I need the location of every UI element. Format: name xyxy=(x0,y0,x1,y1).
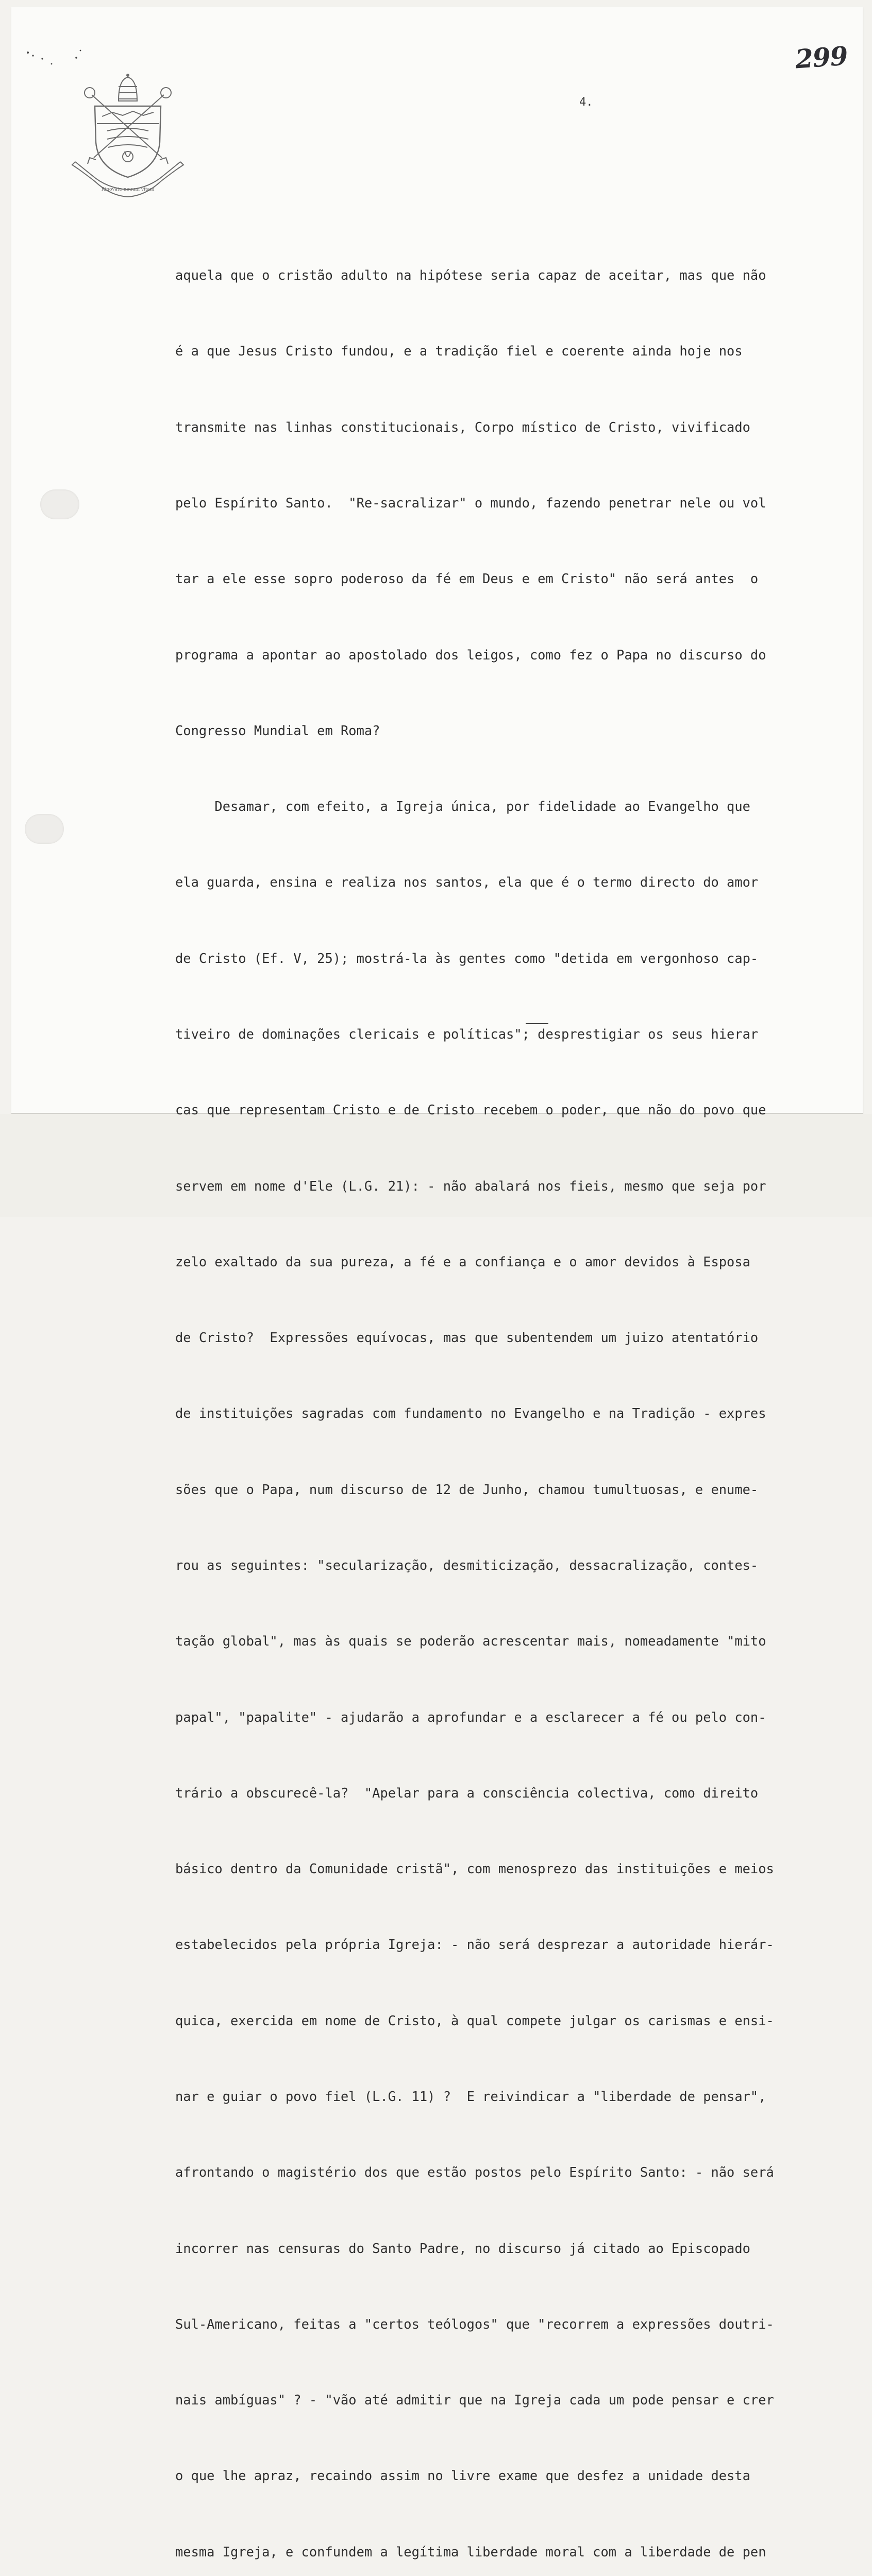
text-line: ela guarda, ensina e realiza nos santos, ela que é o termo directo do amor xyxy=(175,874,759,890)
text-line: sões que o Papa, num discurso de 12 de Junho, chamou tumultuosas, e enume- xyxy=(175,1481,759,1497)
text-line: Congresso Mundial em Roma? xyxy=(175,722,380,738)
text-line: de Cristo (Ef. V, 25); mostrá-la às gentes como "detida em vergonhoso cap- xyxy=(175,950,759,966)
text-line: nais ambíguas" ? - "vão até admitir que na Igreja cada um pode pensar e crer xyxy=(175,2392,774,2408)
text-line: o que lhe apraz, recaindo assim no livre exame que desfez a unidade desta xyxy=(175,2468,750,2484)
handwritten-folio-number: 299 xyxy=(794,40,849,75)
typed-body-text xyxy=(175,212,845,2576)
text-line: de instituições sagradas com fundamento no Evangelho e na Tradição - expres xyxy=(175,1405,766,1421)
typed-dash-mark xyxy=(526,1023,548,1024)
page-number: 4. xyxy=(579,96,593,109)
crest-motto: Rinovate nouum vitam xyxy=(101,187,155,192)
text-line: rou as seguintes: "secularização, desmiticização, dessacralização, contes- xyxy=(175,1557,759,1573)
text-line: papal", "papalite" - ajudarão a aprofundar e a esclarecer a fé ou pelo con- xyxy=(175,1709,766,1725)
text-line: tar a ele esse sopro poderoso da fé em Deus e em Cristo" não será antes o xyxy=(175,571,759,587)
text-line: pelo Espírito Santo. "Re-sacralizar" o mundo, fazendo penetrar nele ou vol xyxy=(175,495,766,511)
text-line: quica, exercida em nome de Cristo, à qual compete julgar os carismas e ensi- xyxy=(175,2012,774,2028)
text-line: tação global", mas às quais se poderão acrescentar mais, nomeadamente "mito xyxy=(175,1633,766,1649)
text-line: Desamar, com efeito, a Igreja única, por fidelidade ao Evangelho que xyxy=(175,799,750,815)
text-line: Sul-Americano, feitas a "certos teólogos" que "recorrem a expressões doutri- xyxy=(175,2316,774,2332)
text-line: trário a obscurecê-la? "Apelar para a consciência colectiva, como direito xyxy=(175,1785,759,1801)
text-line: transmite nas linhas constitucionais, Corpo místico de Cristo, vivificado xyxy=(175,419,750,435)
text-line: de Cristo? Expressões equívocas, mas que subentendem um juizo atentatório xyxy=(175,1330,759,1346)
papal-coat-of-arms-icon xyxy=(71,74,183,199)
text-line: cas que representam Cristo e de Cristo recebem o poder, que não do povo que xyxy=(175,1102,766,1118)
punch-hole xyxy=(25,814,64,844)
text-line: zelo exaltado da sua pureza, a fé e a confiança e o amor devidos à Esposa xyxy=(175,1253,750,1269)
text-line: afrontando o magistério dos que estão postos pelo Espírito Santo: - não será xyxy=(175,2164,774,2180)
text-line: incorrer nas censuras do Santo Padre, no discurso já citado ao Episcopado xyxy=(175,2240,750,2256)
text-line: nar e guiar o povo fiel (L.G. 11) ? E reivindicar a "liberdade de pensar", xyxy=(175,2088,766,2104)
text-line: básico dentro da Comunidade cristã", com menosprezo das instituições e meios xyxy=(175,1861,774,1877)
text-line: programa a apontar ao apostolado dos leigos, como fez o Papa no discurso do xyxy=(175,647,766,663)
text-line: mesma Igreja, e confundem a legítima liberdade moral com a liberdade de pen xyxy=(175,2544,766,2560)
text-line: aquela que o cristão adulto na hipótese seria capaz de aceitar, mas que não xyxy=(175,267,766,283)
text-line: servem em nome d'Ele (L.G. 21): - não abalará nos fieis, mesmo que seja por xyxy=(175,1178,766,1194)
ink-specks xyxy=(25,47,92,68)
text-line: estabelecidos pela própria Igreja: - não será desprezar a autoridade hierár- xyxy=(175,1937,774,1953)
punch-hole xyxy=(40,489,79,519)
text-line: tiveiro de dominações clericais e políticas"; desprestigiar os seus hierar xyxy=(175,1026,759,1042)
text-line: é a que Jesus Cristo fundou, e a tradição fiel e coerente ainda hoje nos xyxy=(175,343,743,359)
